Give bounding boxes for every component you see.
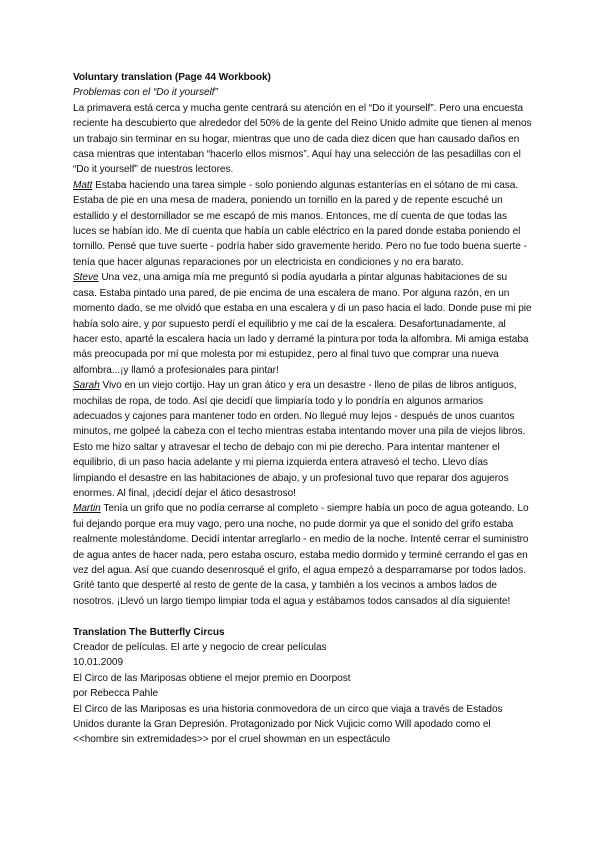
document-body [73,70,533,748]
article-date: 10.01.2009 [73,657,124,669]
story-paragraph-sarah [73,378,533,501]
section-spacer [73,609,533,624]
story-text: Estaba haciendo una tarea simple - solo poniendo algunas estanterías en el sótano de mi casa. Estaba de pie en una mesa de madera, poniendo un tornillo en la pared y de repente escuché un estallido y el destornillador se me escapó de mis manos. Entonces, me dí cuenta de que todas las luces se habían ido. Me dí cuenta que había un cable eléctrico en la pared donde estaba poniendo el tornillo. Pensé que tuve suerte - podría haber sido gravemente herido. Pero no fue todo buena suerte - tenía que hacer algunas reparaciones por un electricista en condiciones y no era barato. [73,179,527,268]
story-text: Una vez, una amiga mía me preguntó si podía ayudarla a pintar algunas habitaciones de su casa. Estaba pintado una pared, de pie encima de una escalera de mano. Por alguna razón, en un momento dado, se me olvidó que estaba en una escalera y di un paso hacia el lado. Donde puse mi pie había solo aire, y por supuesto perdí el equilibrio y me caí de la escalera. Desafortunadamente, al hacer esto, aparté la escalera hacia un lado y derramé la pintura por toda la alfombra. Mi amiga estaba más preocupada por mí que molesta por mi estupidez, pero al final tuvo que comprar una nueva alfombra...¡y llamó a profesionales para pintar! [73,272,532,376]
story-paragraph-matt [73,178,533,270]
story-author-name: Steve [73,272,99,284]
story-author-name: Sarah [73,380,100,392]
article-source-line: Creador de películas. El arte y negocio de crear películas [73,642,327,654]
section-subtitle: Problemas con el “Do it yourself” [73,87,218,99]
article-headline: El Circo de las Mariposas obtiene el mejor premio en Doorpost [73,672,351,684]
article-body-paragraph: El Circo de las Mariposas es una historia conmovedora de un circo que viaja a través de Estados Unidos durante la Gran Depresión. Protagonizado por Nick Vujicic como Will apodado como el <<hombre sin extremidades>> por el cruel showman en un espectáculo [73,703,503,746]
story-paragraph-martin [73,501,533,609]
intro-paragraph: La primavera está cerca y mucha gente centrará su atención en el “Do it yourself”. Pero una encuesta reciente ha descubierto que alrededor del 50% de la gente del Reino Unido admite que tienen al menos un trabajo sin terminar en su hogar, mientras que uno de cada diez dicen que han causado daños en casa mientras que intentaban “hacerlo ellos mismos”. Aquí hay una selección de las pesadillas con el “Do it yourself” de nuestros lectores. [73,102,532,176]
story-paragraph-steve [73,270,533,378]
story-text: Tenía un grifo que no podía cerrarse al completo - siempre había un poco de agua goteando. Lo fui dejando porque era muy vago, pero una noche, no pude dormir ya que el sonido del grifo estaba realmente molestándome. Decidí intentar arreglarlo - en medio de la noche. Intenté cerrar el suministro de agua antes de hacer nada, pero estaba oscuro, estaba medio dormido y terminé cerrando el gas en vez del agua. Así que cuando desenrosqué el grifo, el agua empezó a desparramarse por todos lados. Grité tanto que desperté al resto de gente de la casa, y también a los vecinos a ambos lados de nosotros. ¡Llevó un largo tiempo limpiar toda el agua y estábamos todos cansados al día siguiente! [73,503,529,607]
story-text: Vivo en un viejo cortijo. Hay un gran ático y era un desastre - lleno de pilas de libros antiguos, mochilas de ropa, de todo. Así qie decidí que limpiaría todo y lo pondría en algunos armarios adecuados y cajones para mantener todo en orden. No llegué muy lejos - después de unos cuantos minutos, me golpeé la cabeza con el techo mientras estaba intentando mover una pila de viejos libros. Esto me hizo saltar y atravesar el techo de debajo con mi pie derecho. Para intentar mantener el equilibrio, di un paso hacia adelante y mi pierna izquierda entera atravesó el techo. Llevo días limpiando el desastre en las habitaciones de abajo, y un profesional tuvo que reparar dos agujeros enormes. Al final, ¡decidí dejar el ático desastroso! [73,380,526,499]
story-author-name: Martin [73,503,101,515]
section-title-voluntary-translation: Voluntary translation (Page 44 Workbook) [73,72,271,83]
story-author-name: Matt [73,179,93,191]
article-byline: por Rebecca Pahle [73,688,159,700]
section-title-butterfly-circus: Translation The Butterfly Circus [73,626,225,638]
